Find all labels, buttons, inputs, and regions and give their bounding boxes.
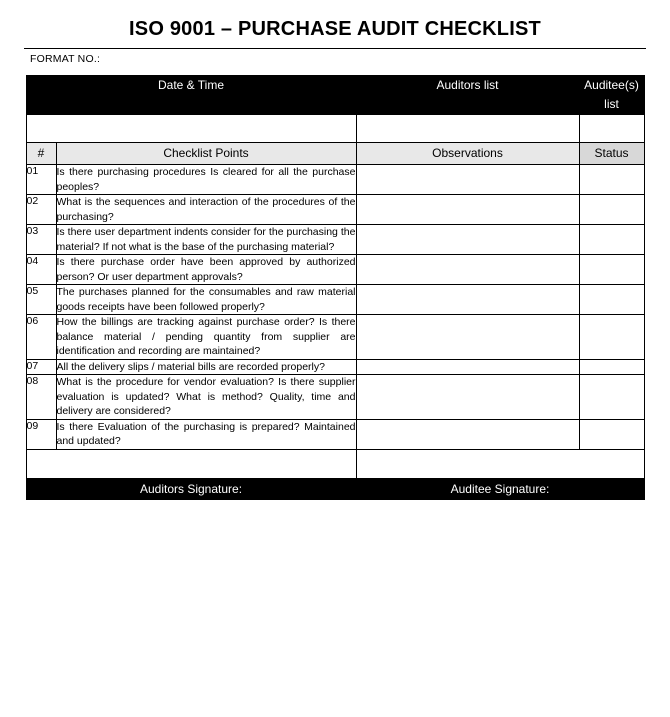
row-checklist-point: How the billings are tracking against purchase order? Is there balance material / pending quantity from supplier are identification and recording are maintained? (56, 316, 356, 357)
header-auditees-list: Auditee(s) list (579, 76, 644, 115)
row-observation-field[interactable] (356, 255, 579, 285)
row-checklist-point: All the delivery slips / material bills are recorded properly? (56, 359, 356, 375)
row-checklist-point: What is the sequences and interaction of the procedures of the purchasing? (56, 196, 356, 223)
table-row (26, 165, 644, 195)
column-header-observations: Observations (356, 143, 579, 165)
row-number: 09 (26, 419, 56, 449)
row-observation-field[interactable] (356, 165, 579, 195)
table-row (26, 255, 644, 285)
row-observation-field[interactable] (356, 225, 579, 255)
signature-values-row (26, 449, 644, 478)
format-no-label: FORMAT NO.: (30, 53, 101, 65)
row-status-field[interactable] (579, 255, 644, 285)
column-header-checklist-points: Checklist Points (56, 143, 356, 165)
table-row (26, 375, 644, 420)
row-status-field[interactable] (579, 225, 644, 255)
row-status-field[interactable] (579, 165, 644, 195)
row-number: 03 (26, 225, 56, 255)
field-auditors-list[interactable] (356, 115, 579, 143)
row-checklist-point: Is there purchasing procedures Is cleared for all the purchase peoples? (56, 166, 356, 193)
row-checklist-point: Is there Evaluation of the purchasing is prepared? Maintained and updated? (56, 420, 356, 447)
row-status-field[interactable] (579, 419, 644, 449)
row-status-field[interactable] (579, 285, 644, 315)
column-header-number: # (26, 143, 56, 165)
row-observation-field[interactable] (356, 285, 579, 315)
row-status-field[interactable] (579, 315, 644, 360)
title-divider (24, 48, 646, 49)
column-header-row (26, 143, 644, 165)
row-checklist-point: The purchases planned for the consumables and raw material goods receipts have been followed properly? (56, 286, 356, 313)
row-checklist-point: Is there user department indents consider for the purchasing the material? If not what is the base of the purchasing material? (56, 226, 356, 253)
row-number: 01 (26, 165, 56, 195)
top-header-row (26, 76, 644, 115)
row-number: 07 (26, 359, 56, 375)
row-observation-field[interactable] (356, 419, 579, 449)
row-number: 05 (26, 285, 56, 315)
column-header-status: Status (579, 143, 644, 165)
signature-header-row (26, 478, 644, 499)
row-status-field[interactable] (579, 375, 644, 420)
field-auditees-list[interactable] (579, 115, 644, 143)
row-number: 08 (26, 375, 56, 420)
table-row (26, 315, 644, 360)
row-checklist-point: Is there purchase order have been approved by authorized person? Or user department approvals? (56, 256, 356, 283)
field-auditee-signature[interactable] (356, 449, 644, 478)
row-status-field[interactable] (579, 359, 644, 375)
field-date-time[interactable] (26, 115, 356, 143)
table-row (26, 225, 644, 255)
checklist-table (26, 75, 645, 500)
row-checklist-point: What is the procedure for vendor evaluation? Is there supplier evaluation is updated? What is method? Quality, time and delivery are considered? (56, 376, 356, 417)
auditee-signature-label: Auditee Signature: (356, 478, 644, 499)
row-number: 02 (26, 195, 56, 225)
header-date-time: Date & Time (26, 76, 356, 115)
auditors-signature-label: Auditors Signature: (26, 478, 356, 499)
header-auditors-list: Auditors list (356, 76, 579, 115)
row-observation-field[interactable] (356, 359, 579, 375)
row-observation-field[interactable] (356, 195, 579, 225)
row-number: 06 (26, 315, 56, 360)
document-page (0, 18, 670, 717)
table-row (26, 359, 644, 375)
field-auditors-signature[interactable] (26, 449, 356, 478)
top-header-values-row (26, 115, 644, 143)
row-observation-field[interactable] (356, 315, 579, 360)
row-observation-field[interactable] (356, 375, 579, 420)
page-title: ISO 9001 – PURCHASE AUDIT CHECKLIST (129, 18, 541, 40)
table-row (26, 285, 644, 315)
row-status-field[interactable] (579, 195, 644, 225)
table-row (26, 195, 644, 225)
row-number: 04 (26, 255, 56, 285)
table-row (26, 419, 644, 449)
